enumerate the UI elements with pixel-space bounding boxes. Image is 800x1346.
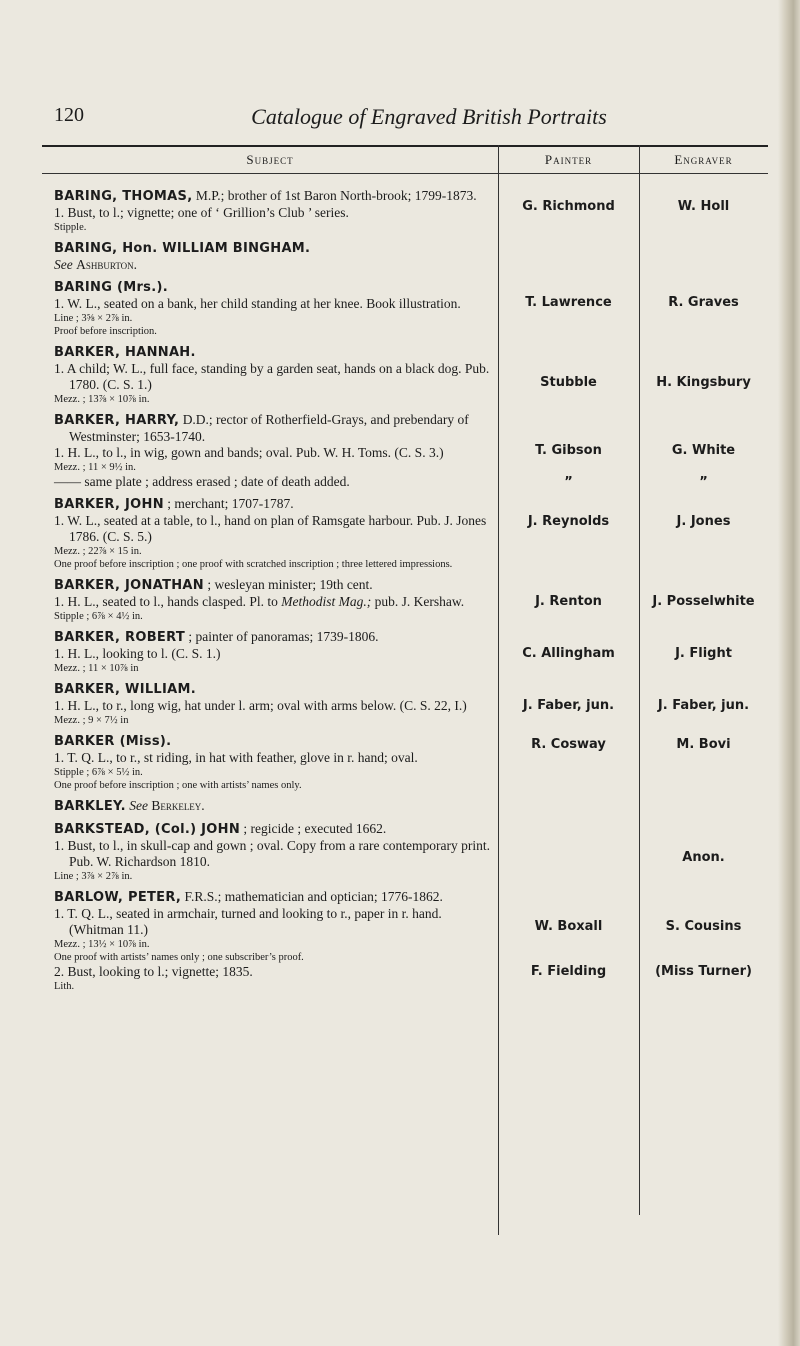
entry-state-note: —— same plate ; address erased ; date of death added.: [54, 474, 350, 489]
entry-description: 1. H. L., seated to l., hands clasped. Pl. to Methodist Mag.; pub. J. Kershaw.: [54, 594, 465, 609]
entry-name: BARKSTEAD, (Col.) JOHN: [54, 822, 241, 837]
entry-details: ; regicide ; executed 1662.: [240, 821, 387, 836]
entry-engraver-ditto: ”: [699, 475, 708, 490]
entry-barlow-peter: [42, 889, 768, 964]
entry-proof-note: One proof before inscription ; one proof with scratched inscription ; three lettered impressions.: [54, 559, 453, 570]
entry-name: BARING, THOMAS,: [54, 189, 193, 204]
entry-name: BARKLEY.: [54, 799, 126, 814]
entry-painter: F. Fielding: [530, 964, 607, 979]
entry-technique: Lith.: [54, 981, 75, 992]
entry-painter: T. Lawrence: [525, 295, 612, 310]
entry-description: 1. A child; W. L., full face, standing by a garden seat, hands on a black dog. Pub. 1780. (C. S. 1.): [54, 361, 490, 392]
entry-barker-jonathan: [42, 577, 768, 623]
entry-painter: G. Richmond: [522, 199, 615, 214]
entry-description: 1. Bust, to l., in skull-cap and gown ; oval. Copy from a rare contemporary print. Pub. W. Richardson 1810.: [54, 838, 491, 869]
entry-name: BARKER, HARRY,: [54, 413, 180, 428]
entry-details: F.R.S.; mathematician and optician; 1776-1862.: [181, 889, 443, 904]
entry-name: BARING, Hon. WILLIAM BINGHAM.: [54, 241, 311, 256]
entry-technique: Mezz. ; 22⅞ × 15 in.: [54, 546, 142, 557]
page-header: [54, 104, 764, 134]
entry-technique: Mezz. ; 11 × 10⅞ in: [54, 663, 139, 674]
entry-engraver: J. Posselwhite: [652, 594, 755, 609]
entry-name: BARKER, HANNAH.: [54, 345, 196, 360]
entry-details: D.D.; rector of Rotherfield-Grays, and prebendary of Westminster; 1653-1740.: [69, 412, 469, 444]
entry-barker-william: [42, 681, 768, 727]
entry-name: BARKER, JONATHAN: [54, 578, 204, 593]
entry-proof-note: Proof before inscription.: [54, 326, 157, 337]
entries-list: [42, 182, 768, 993]
entry-engraver: Anon.: [682, 850, 725, 865]
entry-baring-william: [42, 240, 768, 273]
see-reference: Berkeley.: [151, 798, 205, 813]
entry-technique: Stipple.: [54, 222, 87, 233]
entry-name: BARLOW, PETER,: [54, 890, 182, 905]
entry-description: 1. H. L., looking to l. (C. S. 1.): [54, 646, 221, 661]
entry-barker-john: [42, 496, 768, 571]
entry-painter: W. Boxall: [534, 919, 603, 934]
see-reference: Ashburton.: [76, 257, 138, 272]
entry-barkley: [42, 798, 768, 815]
table-top-rule: [42, 145, 768, 147]
column-header-painter: Painter: [544, 152, 593, 167]
entry-technique: Stipple ; 6⅞ × 5½ in.: [54, 767, 143, 778]
entry-proof-note: One proof with artists’ names only ; one subscriber’s proof.: [54, 952, 304, 963]
entry-technique: Line ; 3⅞ × 2⅞ in.: [54, 871, 133, 882]
entry-description: 1. Bust, to l.; vignette; one of ‘ Grillion’s Club ’ series.: [54, 205, 349, 220]
entry-description: 1. T. Q. L., to r., st riding, in hat with feather, glove in r. hand; oval.: [54, 750, 418, 765]
entry-engraver: G. White: [671, 443, 736, 458]
entry-technique: Line ; 3⅝ × 2⅞ in.: [54, 313, 133, 324]
entry-details: ; painter of panoramas; 1739-1806.: [185, 629, 379, 644]
entry-technique: Mezz. ; 9 × 7½ in: [54, 715, 129, 726]
entry-technique: Stipple ; 6⅞ × 4½ in.: [54, 611, 143, 622]
entry-engraver: H. Kingsbury: [656, 375, 751, 390]
entry-painter: T. Gibson: [535, 443, 602, 458]
entry-painter: J. Reynolds: [527, 514, 610, 529]
entry-engraver: W. Holl: [677, 199, 730, 214]
entry-barker-harry: [42, 412, 768, 474]
entry-technique: Mezz. ; 13½ × 10⅞ in.: [54, 939, 150, 950]
entry-baring-mrs: [42, 279, 768, 338]
entry-name: BARING (Mrs.).: [54, 280, 168, 295]
entry-technique: Mezz. ; 13⅞ × 10⅞ in.: [54, 394, 150, 405]
entry-description: 1. T. Q. L., seated in armchair, turned and looking to r., paper in r. hand. (Whitman 11.): [54, 906, 442, 937]
entry-baring-thomas: [42, 188, 768, 234]
entry-painter: J. Renton: [535, 594, 602, 609]
entry-painter: J. Faber, jun.: [522, 698, 615, 713]
entry-proof-note: One proof before inscription ; one with artists’ names only.: [54, 780, 302, 791]
entry-technique: Mezz. ; 11 × 9½ in.: [54, 462, 136, 473]
entry-painter: Stubble: [540, 375, 597, 390]
entry-details: ; wesleyan minister; 19th cent.: [203, 577, 373, 592]
entry-name: BARKER, WILLIAM.: [54, 682, 196, 697]
entry-engraver: R. Graves: [668, 295, 739, 310]
running-title: Catalogue of Engraved British Portraits: [251, 104, 607, 129]
entry-engraver: (Miss Turner): [655, 964, 752, 979]
entry-engraver: M. Bovi: [676, 737, 731, 752]
table-header-rule: [42, 173, 768, 174]
entry-name: BARKER (Miss).: [54, 734, 172, 749]
catalogue-table: [42, 145, 768, 1285]
entry-barker-hannah: [42, 344, 768, 406]
entry-engraver: S. Cousins: [665, 919, 742, 934]
entry-name: BARKER, ROBERT: [54, 630, 185, 645]
entry-engraver: J. Faber, jun.: [657, 698, 750, 713]
entry-barker-harry-state: [42, 474, 768, 490]
entry-barker-robert: [42, 629, 768, 675]
entry-engraver: J. Jones: [676, 514, 731, 529]
column-header-engraver: Engraver: [674, 152, 733, 167]
entry-details: M.P.; brother of 1st Baron North-brook; 1799-1873.: [192, 188, 477, 203]
page-number: 120: [54, 104, 84, 126]
entry-barlow-peter-2: [42, 964, 768, 993]
see-label: See: [54, 257, 73, 272]
page-edge-shadow: [778, 0, 800, 1346]
entry-engraver: J. Flight: [675, 646, 732, 661]
see-label: See: [129, 798, 148, 813]
entry-description: 1. W. L., seated at a table, to l., hand on plan of Ramsgate harbour. Pub. J. Jones 1786. (C. S. 5.): [54, 513, 487, 544]
entry-painter: C. Allingham: [522, 646, 615, 661]
entry-barkstead: [42, 821, 768, 883]
entry-description: 1. W. L., seated on a bank, her child standing at her knee. Book illustration.: [54, 296, 461, 311]
entry-description: 1. H. L., to l., in wig, gown and bands; oval. Pub. W. H. Toms. (C. S. 3.): [54, 445, 444, 460]
column-header-subject: Subject: [246, 152, 294, 167]
entry-barker-miss: [42, 733, 768, 792]
entry-details: ; merchant; 1707-1787.: [163, 496, 294, 511]
entry-name: BARKER, JOHN: [54, 497, 164, 512]
entry-painter-ditto: ”: [564, 475, 573, 490]
entry-description: 1. H. L., to r., long wig, hat under l. arm; oval with arms below. (C. S. 22, I.): [54, 698, 467, 713]
entry-description: 2. Bust, looking to l.; vignette; 1835.: [54, 964, 253, 979]
entry-painter: R. Cosway: [531, 737, 606, 752]
